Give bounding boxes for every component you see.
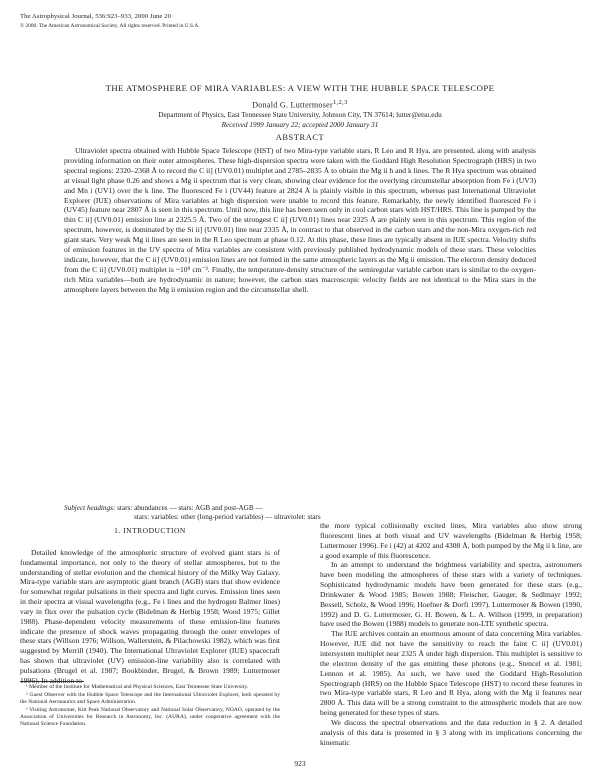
page-number: 923 [294,759,306,768]
author-name: Donald G. Luttermoser [252,100,333,110]
affiliation: Department of Physics, East Tennessee State University, Johnson City, TN 37614; lutter@etsu.edu [158,111,442,119]
paper-title: THE ATMOSPHERE OF MIRA VARIABLES: A VIEW WITH THE HUBBLE SPACE TELESCOPE [105,83,495,93]
copyright-notice: © 2000. The American Astronomical Society. All rights reserved. Printed in U.S.A. [20,22,200,29]
footnote: ¹ Member of the Institute for Mathematical and Physical Sciences, East Tennessee State University. [26,684,249,690]
intro-paragraph: Detailed knowledge of the atmospheric structure of evolved giant stars is of fundamental importance, not only to the theory of stellar atmospheres, but to the understanding of stellar evolution and the chemical history of the Milky Way Galaxy. Mira-type variable stars are asymptotic giant branch (AGB) stars that show evidence for somewhat regular pulsations in their spectra and light curves. Emission lines seen in their spectra at visual wavelengths (e.g., Fe i lines and the hydrogen Balmer lines) vary in flux over the pulsation cycle (Bidelman & Herbig 1958; Wood 1975; Gillet 1988). Phase-dependent velocity measurements of these emission-line features indicate the presence of shock waves propagating through the outer envelopes of these stars (Willson 1976; Willson, Wallerstein, & Pilachowski 1982), which was first suggested by Merrill (1940). The International Ultraviolet Explorer (IUE) spacecraft has shown that ultraviolet (UV) emission-line variability also is correlated with pulsations (Brugel et al. 1987; Bookbinder, Brugel, & Brown 1989; Luttermoser 1996). In addition to [20,547,280,685]
body-paragraph: We discuss the spectral observations and the data reduction in § 2. A detailed analysis of this data is presented in § 3 along with its implications concerning the kinematic [320,717,582,747]
author-footnote-marks: 1,2,3 [332,99,348,106]
subject-headings-line-1: stars: abundances — stars: AGB and post-AGB — [117,504,263,512]
abstract-body: Ultraviolet spectra obtained with Hubble Space Telescope (HST) of two Mira-type variable stars, R Leo and R Hya, are presented, along with analysis providing information on their outer atmospheres. These high-dispersion spectra were taken with the Goddard High Resolution Spectrograph (HRS) in two spectral regions: 2320–2368 Å to record the C ii] (UV0.01) multiplet and 2785–2835 Å to obtain the Mg ii h and k lines. The R Hya spectrum was obtained at visual light phase 0.26 and shows a Mg ii spectrum that is very clean, showing clear evidence for the overlying circumstellar absorption from Fe i (UV3) and Mn i (UV1) over the k line. The fluoresced Fe i (UV44) feature at 2824 Å is plainly visible in this spectrum, whereas past International Ultraviolet Explorer (IUE) observations of Mira variables at high dispersion were unable to record this feature. Remarkably, the newly identified fluoresced Fe i (UV45) feature near 2807 Å is seen in this spectrum. Until now, this line has been seen only in cool carbon stars with HST/HRS. This line is pumped by the thin C ii] (UV0.01) emission line at 2325.5 Å. Two of the strongest C ii] (UV0.01) lines near 2325 Å are plainly seen in this spectrum. This region of the spectrum, however, is dominated by the Si ii] (UV0.01) line near 2335 Å, in contrast to that observed in the carbon stars and the non-Mira oxygen-rich red giant stars. Very weak Mg ii lines are seen in the R Leo spectrum at phase 0.12. At this phase, these lines are typically absent in IUE spectra. Velocity shifts of emission features in the UV spectra of Mira variables are consistent with previously published hydrodynamic models of these stars. These velocities indicate, however, that the C ii] (UV0.01) emission lines are not formed in the same atmospheric layers as the Mg ii emission. The electron density deduced from the C ii] (UV0.01) multiplet is ~10⁹ cm⁻³. Finally, the temperature-density structure of the semiregular variable carbon stars is similar to the oxygen-rich Mira variables—both are hydrodynamic in nature; however, the carbon stars macroscopic velocity fields are not identical to the Mira stars in the atmosphere layers between the Mg ii emission region and the circumstellar shell. [64,146,536,294]
section-heading-introduction: 1. INTRODUCTION [114,526,186,535]
footnote: ² Guest Observer with the Hubble Space Telescope and the International Ultraviolet Explorer, both operated by the National Aeronautics and Space Administration. [20,692,280,706]
abstract-heading: ABSTRACT [275,133,325,142]
running-head [20,13,580,30]
right-column [320,521,582,747]
subject-headings [64,504,536,522]
subject-headings-line-2: stars: variables: other (long-period variables) — ultraviolet: stars [134,513,321,522]
footnotes [20,684,280,730]
body-paragraph: the more typical collisionally excited lines, Mira variables also show strong fluorescent lines at both visual and UV wavelengths (Bidelman & Herbig 1958; Luttermoser 1996). Fe i (42) at 4202 and 4308 Å, both pumped by the Mg ii k line, are a good example of this fluorescence. [320,521,582,560]
footnote-rule [20,681,84,682]
left-column [20,526,280,686]
author-line [30,99,570,110]
received-dates: Received 1999 January 22; accepted 2000 January 31 [221,121,379,129]
footnote: ³ Visiting Astronomer, Kitt Peak National Observatory and National Solar Observatory, NOAO, operated by the Association of Universities for Research in Astronomy, Inc. (AURA), under cooperative agreement with the National Science Foundation. [20,707,280,728]
journal-citation: The Astrophysical Journal, 536:923–933, 2000 June 20 [20,13,171,20]
subject-headings-label: Subject headings: [64,504,116,512]
body-paragraph: In an attempt to understand the brightness variability and spectra, astronomers have been modeling the atmospheres of these stars with a variety of techniques. Sophisticated hydrodynamic models have been generated for these stars (e.g., Drinkwater & Wood 1985; Bowen 1988; Fleischer, Gauger, & Sedlmayr 1992; Bessell, Scholz, & Wood 1996; Hoefner & Dorfi 1997). Luttermoser & Bowen (1990, 1992) and D. G. Luttermoser, G. H. Bowen, & L. A. Willson (1999, in preparation) have used the Bowen (1988) models to generate non-LTE synthetic spectra. [320,560,582,629]
body-paragraph: The IUE archives contain an enormous amount of data concerning Mira variables. However, IUE did not have the sensitivity to reach the faint C ii] (UV0.01) intersystem multiplet near 2325 Å under high dispersion. This multiplet is sensitive to the electron density of the gas emitting these photons (e.g., Stencel et al. 1981; Lennon et al. 1985). As such, we have used the Goddard High-Resolution Spectrograph (HRS) on the Hubble Space Telescope (HST) to record these features in two Mira-type variable stars, R Leo and R Hya, along with the Mg ii features near 2800 Å. This data will be a strong constraint to the atmospheric models that are now being generated for these types of stars. [320,629,582,718]
